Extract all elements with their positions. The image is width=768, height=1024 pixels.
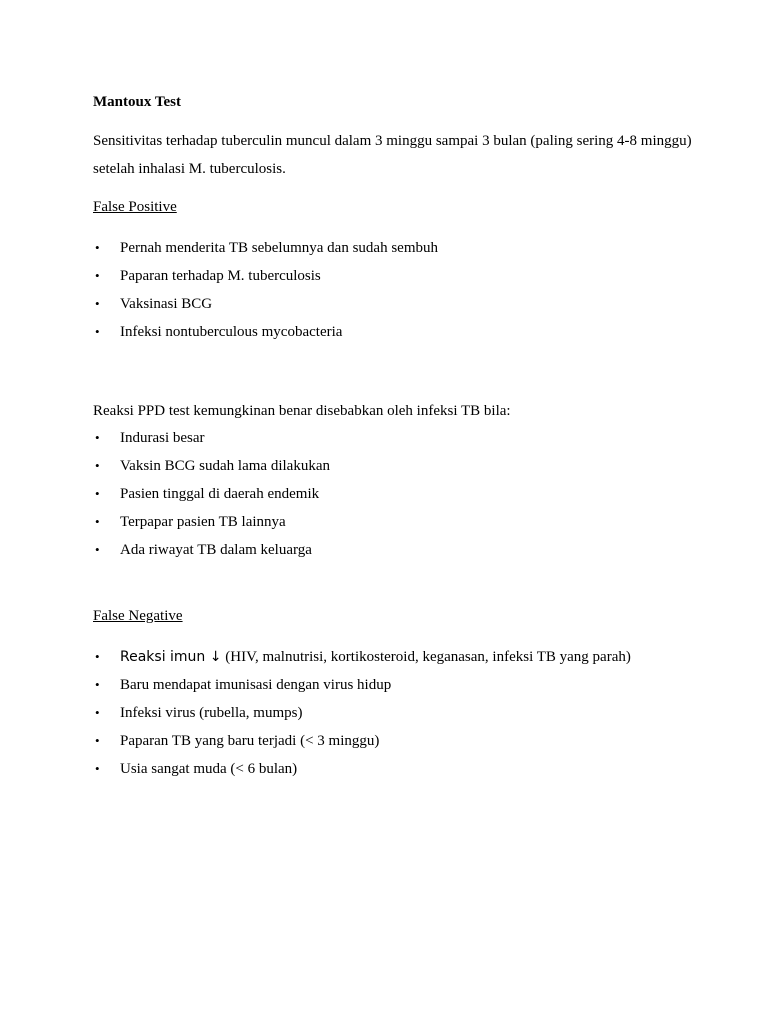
list-item: • Ada riwayat TB dalam keluarga [93, 536, 713, 564]
bullet-icon: • [95, 324, 100, 339]
false-negative-list [93, 643, 713, 783]
false-negative-heading: False Negative [93, 608, 183, 624]
document-title: Mantoux Test [93, 94, 181, 110]
list-item: • Baru mendapat imunisasi dengan virus hidup [93, 671, 713, 699]
list-item: • Vaksinasi BCG [93, 290, 713, 318]
list-item: • Vaksin BCG sudah lama dilakukan [93, 452, 713, 480]
bullet-icon: • [95, 761, 100, 776]
reaksi-ppd-list [93, 424, 713, 564]
list-item: • Reaksi imun ↓ (HIV, malnutrisi, kortikosteroid, keganasan, infeksi TB yang parah) [93, 643, 713, 671]
list-item: • Indurasi besar [93, 424, 713, 452]
bullet-icon: • [95, 458, 100, 473]
false-positive-heading: False Positive [93, 199, 177, 215]
bullet-icon: • [95, 240, 100, 255]
list-item: • Paparan terhadap M. tuberculosis [93, 262, 713, 290]
bullet-icon: • [95, 542, 100, 557]
list-item: • Infeksi nontuberculous mycobacteria [93, 318, 713, 346]
list-item: • Pasien tinggal di daerah endemik [93, 480, 713, 508]
list-item: • Infeksi virus (rubella, mumps) [93, 699, 713, 727]
bullet-icon: • [95, 430, 100, 445]
list-item: • Terpapar pasien TB lainnya [93, 508, 713, 536]
intro-paragraph: Sensitivitas terhadap tuberculin muncul dalam 3 minggu sampai 3 bulan (paling sering 4-8 minggu) setelah inhalasi M. tuberculosis. [93, 133, 692, 177]
list-item: • Paparan TB yang baru terjadi (< 3 minggu) [93, 727, 713, 755]
bullet-icon: • [95, 705, 100, 720]
bullet-icon: • [95, 677, 100, 692]
reaksi-ppd-intro: Reaksi PPD test kemungkinan benar disebabkan oleh infeksi TB bila: [93, 403, 511, 419]
bullet-icon: • [95, 268, 100, 283]
bullet-icon: • [95, 649, 100, 664]
bullet-icon: • [95, 296, 100, 311]
reaksi-imun-label: Reaksi imun ↓ [120, 649, 222, 665]
list-item: • Usia sangat muda (< 6 bulan) [93, 755, 713, 783]
bullet-icon: • [95, 733, 100, 748]
bullet-icon: • [95, 514, 100, 529]
list-item: • Pernah menderita TB sebelumnya dan sudah sembuh [93, 234, 713, 262]
false-positive-list [93, 234, 713, 346]
bullet-icon: • [95, 486, 100, 501]
